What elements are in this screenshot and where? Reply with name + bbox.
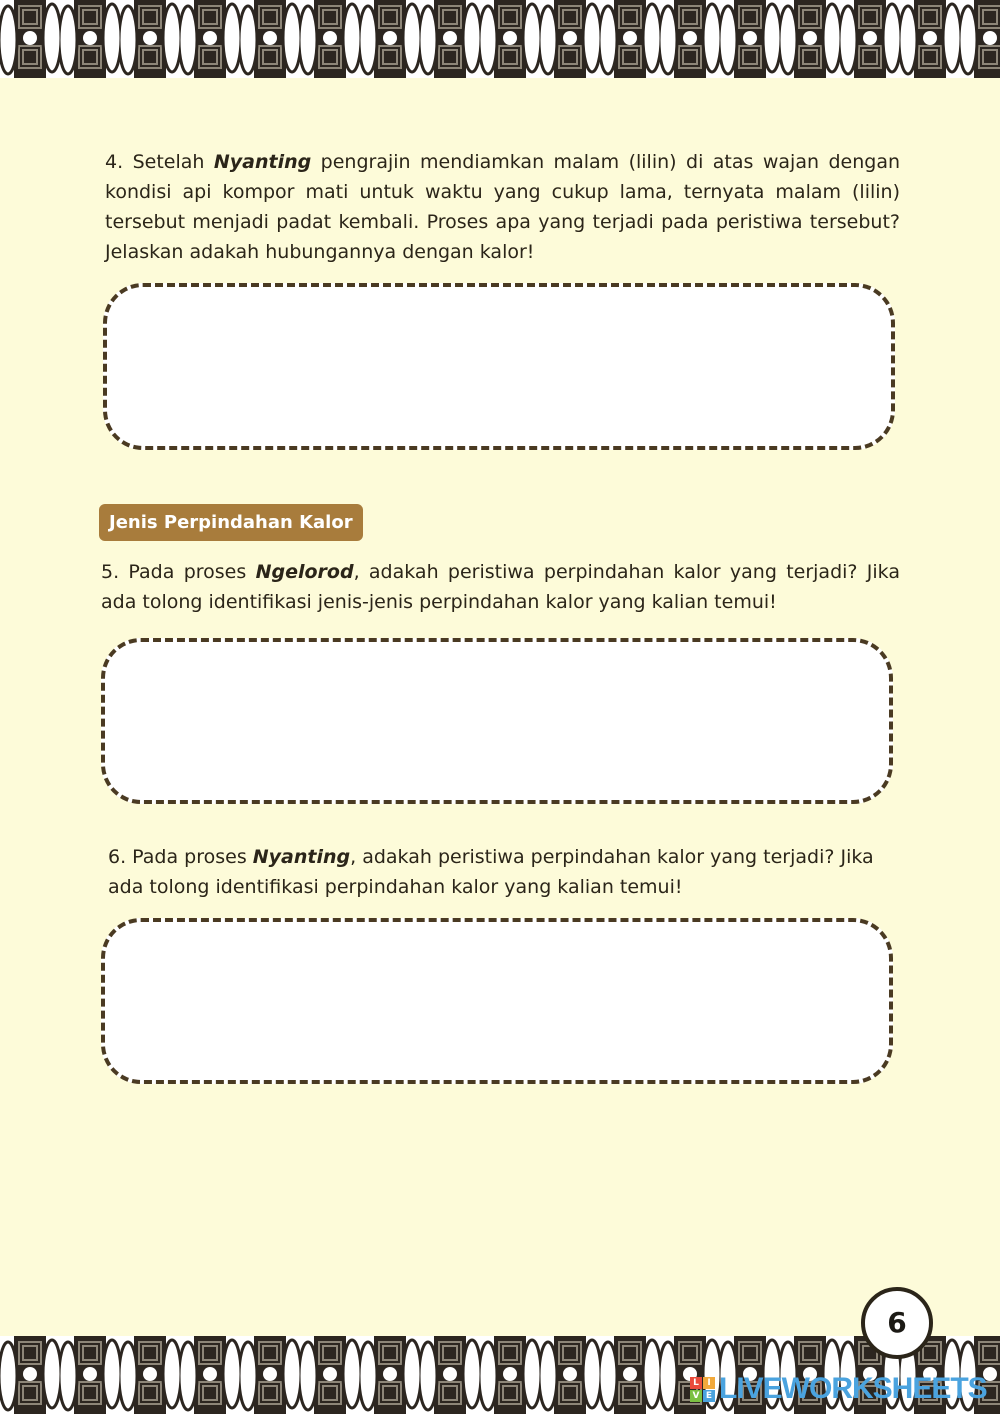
question-4-term: Nyanting	[213, 151, 312, 173]
answer-box-6	[101, 918, 893, 1084]
section-label: Jenis Perpindahan Kalor	[99, 504, 363, 541]
question-4-prefix: 4. Setelah	[105, 151, 214, 173]
answer-box-4	[103, 283, 895, 450]
question-5-prefix: 5. Pada proses	[101, 561, 256, 583]
question-6-term: Nyanting	[252, 846, 351, 868]
question-5-text: , adakah peristiwa perpindahan kalor yang terjadi? Jika ada tolong identifikasi jenis-jenis perpindahan kalor yang kalian temui!	[101, 561, 900, 613]
logo-letter: I	[703, 1377, 715, 1389]
question-4	[105, 147, 900, 267]
answer-input-4[interactable]	[107, 287, 891, 446]
answer-box-5	[101, 638, 893, 804]
logo-letter: E	[703, 1390, 715, 1402]
question-6	[108, 842, 908, 902]
liveworksheets-logo-icon	[690, 1377, 715, 1402]
question-5-term: Ngelorod	[255, 561, 354, 583]
page-number: 6	[861, 1287, 933, 1359]
logo-letter: V	[690, 1390, 702, 1402]
question-4-text: pengrajin mendiamkan malam (lilin) di atas wajan dengan kondisi api kompor mati untuk waktu yang cukup lama, ternyata malam (lilin) tersebut menjadi padat kembali. Proses apa yang terjadi pada peristiwa tersebut? Jelaskan adakah hubungannya dengan kalor!	[105, 151, 901, 263]
question-5	[101, 557, 900, 617]
question-6-text: , adakah peristiwa perpindahan kalor yang terjadi? Jika ada tolong identifikasi perpindahan kalor yang kalian temui!	[108, 846, 874, 898]
batik-border-top	[0, 0, 1000, 78]
watermark-text: LIVEWORKSHEETS	[719, 1372, 987, 1405]
answer-input-5[interactable]	[105, 642, 889, 800]
question-6-prefix: 6. Pada proses	[108, 846, 253, 868]
batik-pattern-top	[0, 0, 1000, 78]
logo-letter: L	[690, 1377, 702, 1389]
liveworksheets-watermark	[690, 1373, 987, 1405]
answer-input-6[interactable]	[105, 922, 889, 1080]
